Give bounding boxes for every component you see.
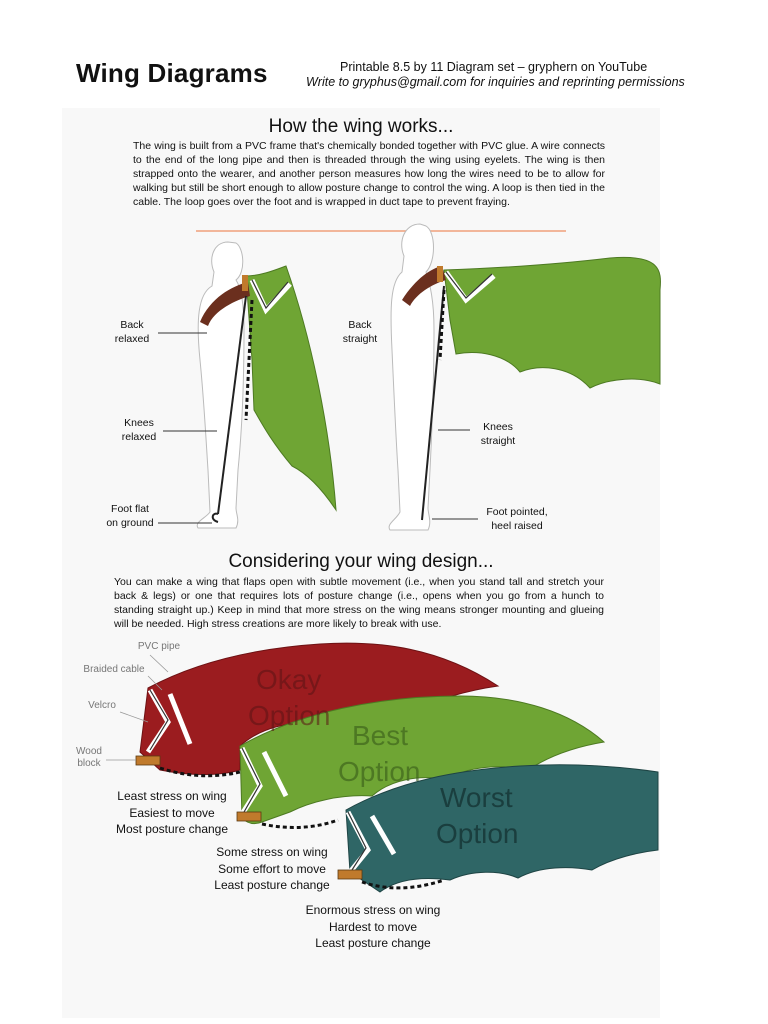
option-desc-best: Some stress on wing Some effort to move Least posture change [214,845,330,892]
section-body-design: You can make a wing that flaps open with subtle movement (i.e., when you stand tall and stretch your back & legs) or one that requires lots of posture change (i.e., opens when you go from a hunch to standing straight up.) Keep in mind that more stress on the wing means stronger mounting and glueing will be needed. High stress creations are more likely to break with use. [114,576,604,630]
option-desc-worst: Enormous stress on wing Hardest to move Least posture change [305,903,441,950]
person-silhouette-relaxed [197,242,244,528]
section-body-how-it-works: The wing is built from a PVC frame that's chemically bonded together with PVC glue. A wire connects to the end of the long pipe and then is threaded through the wing using eyelets. The wing is then strapped onto the wearer, and another person measures how long the wires need to be to allow for walking but still be short enough to allow posture change to control the wing. A loop is then tied in the cable. The loop goes over the foot and is wrapped in duct tape to prevent fraying. [133,140,605,208]
section-title-design: Considering your wing design... [228,551,494,572]
label-foot-flat: Foot flat on ground [106,503,154,529]
option-title-okay: Okay Option [248,664,331,731]
label-velcro: Velcro [88,700,116,711]
label-back-straight: Back straight [342,319,378,345]
printable-note: Printable 8.5 by 11 Diagram set – gryphern on YouTube [340,60,648,74]
figure-relaxed [158,242,336,528]
label-braided-cable: Braided cable [83,664,145,675]
label-foot-pointed: Foot pointed, heel raised [486,506,548,532]
label-knees-relaxed: Knees relaxed [121,417,157,443]
label-wood-block: Wood block [76,746,102,769]
option-title-worst: Worst Option [436,782,519,849]
figure-straight [389,224,660,530]
label-back-relaxed: Back relaxed [114,319,150,345]
label-knees-straight: Knees straight [480,421,516,447]
label-pvc-pipe: PVC pipe [137,641,181,652]
page-title: Wing Diagrams [76,58,268,88]
section-title-how-it-works: How the wing works... [268,116,454,137]
contact-note: Write to gryphus@gmail.com for inquiries and reprinting permissions [306,75,685,89]
person-silhouette-straight [389,224,434,530]
green-wing-relaxed [246,266,336,510]
option-desc-okay: Least stress on wing Easiest to move Most posture change [115,789,229,836]
option-title-best: Best Option [338,720,421,787]
green-wing-straight [444,257,660,388]
